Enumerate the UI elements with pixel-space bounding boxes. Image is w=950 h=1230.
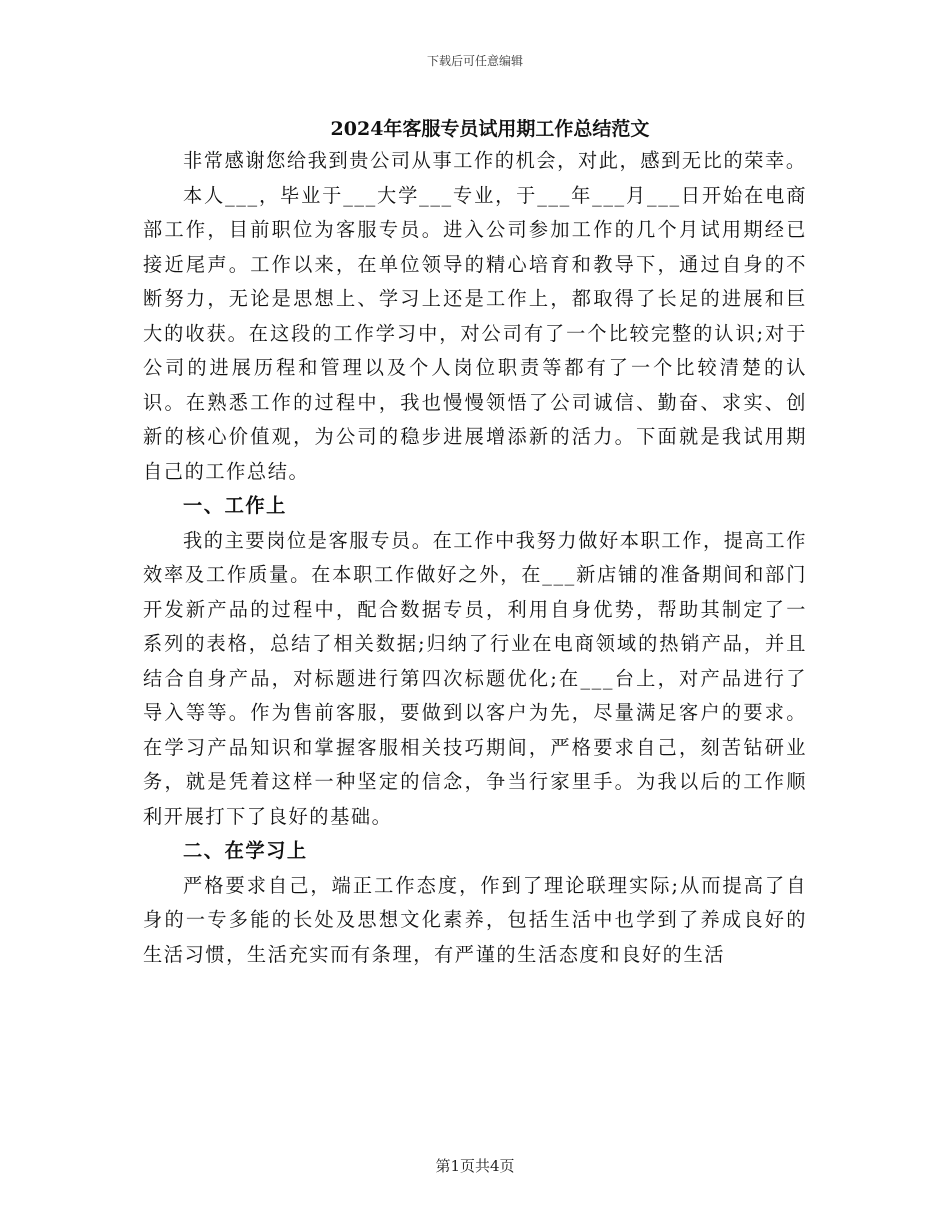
paragraph: 本人___，毕业于___大学___专业，于___年___月___日开始在电商部工作，目前职位为客服专员。进入公司参加工作的几个月试用期经已接近尾声。工作以来，在单位领导的精心培育和教导下，通过自身的不断努力，无论是思想上、学习上还是工作上，都取得了长足的进展和巨大的收获。在这段的工作学习中，对公司有了一个比较完整的认识;对于公司的进展历程和管理以及个人岗位职责等都有了一个比较清楚的认识。在熟悉工作的过程中，我也慢慢领悟了公司诚信、勤奋、求实、创新的核心价值观，为公司的稳步进展增添新的活力。下面就是我试用期自己的工作总结。 — [143, 183, 807, 483]
paragraph: 我的主要岗位是客服专员。在工作中我努力做好本职工作，提高工作效率及工作质量。在本职工作做好之外，在___新店铺的准备期间和部门开发新产品的过程中，配合数据专员，利用自身优势，帮助其制定了一系列的表格，总结了相关数据;归纳了行业在电商领域的热销产品，并且结合自身产品，对标题进行第四次标题优化;在___台上，对产品进行了导入等等。作为售前客服，要做到以客户为先，尽量满足客户的要求。在学习产品知识和掌握客服相关技巧期间，严格要求自己，刻苦钻研业务，就是凭着这样一种坚定的信念，争当行家里手。为我以后的工作顺利开展打下了良好的基础。 — [143, 528, 807, 828]
page-footer: 第1页共4页 — [435, 1157, 515, 1175]
document-title: 2024年客服专员试用期工作总结范文 — [330, 118, 650, 140]
paragraph: 严格要求自己，端正工作态度，作到了理论联理实际;从而提高了自身的一专多能的长处及思想文化素养，包括生活中也学到了养成良好的生活习惯，生活充实而有条理，有严谨的生活态度和良好的生活 — [143, 873, 807, 966]
page-header: 下载后可任意编辑 — [426, 54, 523, 68]
section-heading: 二、在学习上 — [183, 839, 308, 862]
document-body — [143, 114, 807, 972]
paragraph: 非常感谢您给我到贵公司从事工作的机会，对此，感到无比的荣幸。 — [183, 149, 807, 172]
section-heading: 一、工作上 — [183, 494, 287, 517]
